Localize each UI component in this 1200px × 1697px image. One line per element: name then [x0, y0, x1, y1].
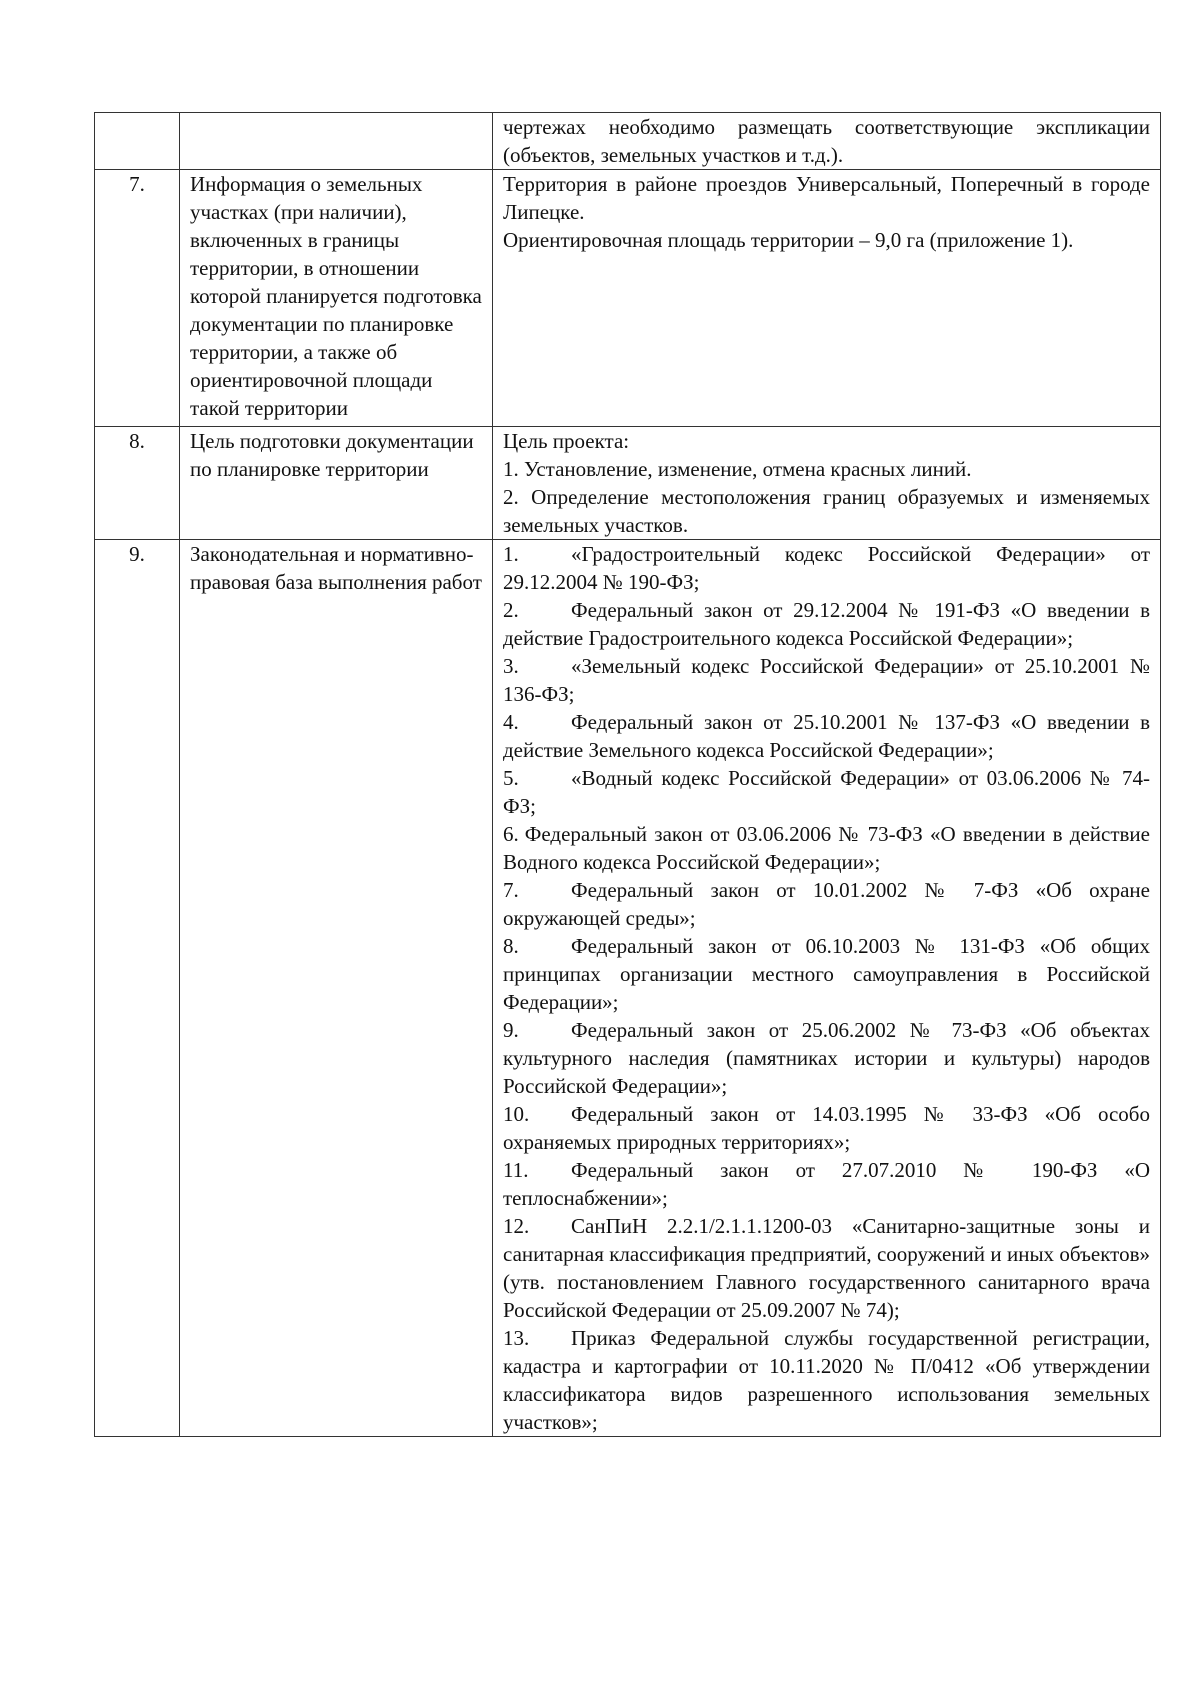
table-row	[95, 170, 1161, 427]
law-list-item	[503, 764, 1150, 820]
law-list-item	[503, 876, 1150, 932]
value-line: чертежах необходимо размещать соответствующие экспликации (объектов, земельных участков и т.д.).	[503, 115, 1150, 167]
value-line: 2. Определение местоположения границ образуемых и изменяемых земельных участков.	[503, 485, 1150, 537]
law-list-item	[503, 1016, 1150, 1100]
law-list-item	[503, 652, 1150, 708]
row-value-cell	[493, 540, 1161, 1437]
law-item-number: 3.	[503, 654, 519, 678]
law-list-item	[503, 1156, 1150, 1212]
row-value-cell	[493, 427, 1161, 540]
law-item-text: Федеральный закон от 10.01.2002 № 7-ФЗ «Об охране окружающей среды»;	[503, 878, 1150, 930]
law-item-text: Приказ Федеральной службы государственной регистрации, кадастра и картографии от 10.11.2020 № П/0412 «Об утверждении классификатора видов разрешенного использования земельных участков»;	[503, 1326, 1150, 1434]
law-item-number: 2.	[503, 598, 519, 622]
law-item-number: 6.	[503, 822, 519, 846]
row-value-cell	[493, 113, 1161, 170]
law-list-item	[503, 540, 1150, 596]
law-item-number: 8.	[503, 934, 519, 958]
law-item-number: 1.	[503, 542, 519, 566]
row-number-cell: 9.	[95, 540, 180, 1437]
law-item-number: 9.	[503, 1018, 519, 1042]
law-list-item	[503, 1100, 1150, 1156]
law-item-number: 13.	[503, 1326, 530, 1350]
law-item-text: «Градостроительный кодекс Российской Федерации» от 29.12.2004 № 190-ФЗ;	[503, 542, 1150, 594]
law-item-number: 12.	[503, 1214, 530, 1238]
row-number-cell	[95, 113, 180, 170]
law-item-number: 11.	[503, 1158, 529, 1182]
requirements-table	[94, 112, 1161, 1437]
law-item-number: 5.	[503, 766, 519, 790]
law-item-text: Федеральный закон от 27.07.2010 № 190-ФЗ «О теплоснабжении»;	[503, 1158, 1150, 1210]
law-list-item	[503, 932, 1150, 1016]
law-item-text: СанПиН 2.2.1/2.1.1.1200-03 «Санитарно-защитные зоны и санитарная классификация предприятий, сооружений и иных объектов» (утв. постановлением Главного государственного санитарного врача Российской Федерации от 25.09.2007 № 74);	[503, 1214, 1150, 1322]
value-line: Ориентировочная площадь территории – 9,0 га (приложение 1).	[503, 228, 1074, 252]
law-item-text: «Водный кодекс Российской Федерации» от 03.06.2006 № 74-ФЗ;	[503, 766, 1150, 818]
row-name-cell	[180, 113, 493, 170]
table-row	[95, 540, 1161, 1437]
row-name-cell: Цель подготовки документации по планировке территории	[180, 427, 493, 540]
law-item-text: Федеральный закон от 25.06.2002 № 73-ФЗ «Об объектах культурного наследия (памятниках истории и культуры) народов Российской Федерации»;	[503, 1018, 1150, 1098]
row-name-cell: Законодательная и нормативно-правовая база выполнения работ	[180, 540, 493, 1437]
law-item-number: 10.	[503, 1102, 530, 1126]
law-list-item	[503, 596, 1150, 652]
row-number-cell: 7.	[95, 170, 180, 427]
value-line: 1. Установление, изменение, отмена красных линий.	[503, 457, 972, 481]
row-name-cell: Информация о земельных участках (при наличии), включенных в границы территории, в отношении которой планируется подготовка документации по планировке территории, а также об ориентировочной площади такой территории	[180, 170, 493, 427]
law-item-text: «Земельный кодекс Российской Федерации» от 25.10.2001 № 136-ФЗ;	[503, 654, 1150, 706]
law-item-text: Федеральный закон от 06.10.2003 № 131-ФЗ «Об общих принципах организации местного самоуправления в Российской Федерации»;	[503, 934, 1150, 1014]
table-row	[95, 427, 1161, 540]
table-row	[95, 113, 1161, 170]
law-item-text: Федеральный закон от 14.03.1995 № 33-ФЗ «Об особо охраняемых природных территориях»;	[503, 1102, 1150, 1154]
law-item-text: Федеральный закон от 29.12.2004 № 191-ФЗ «О введении в действие Градостроительного кодекса Российской Федерации»;	[503, 598, 1150, 650]
row-number-cell: 8.	[95, 427, 180, 540]
law-list-item	[503, 1212, 1150, 1324]
law-list-item	[503, 708, 1150, 764]
row-value-cell	[493, 170, 1161, 427]
value-line: Территория в районе проездов Универсальный, Поперечный в городе Липецке.	[503, 172, 1150, 224]
value-line: Цель проекта:	[503, 429, 630, 453]
law-item-number: 4.	[503, 710, 519, 734]
law-item-text: Федеральный закон от 03.06.2006 № 73-ФЗ «О введении в действие Водного кодекса Российской Федерации»;	[503, 822, 1150, 874]
law-item-text: Федеральный закон от 25.10.2001 № 137-ФЗ «О введении в действие Земельного кодекса Российской Федерации»;	[503, 710, 1150, 762]
law-list-item	[503, 1324, 1150, 1436]
law-item-number: 7.	[503, 878, 519, 902]
law-list-item	[503, 820, 1150, 876]
